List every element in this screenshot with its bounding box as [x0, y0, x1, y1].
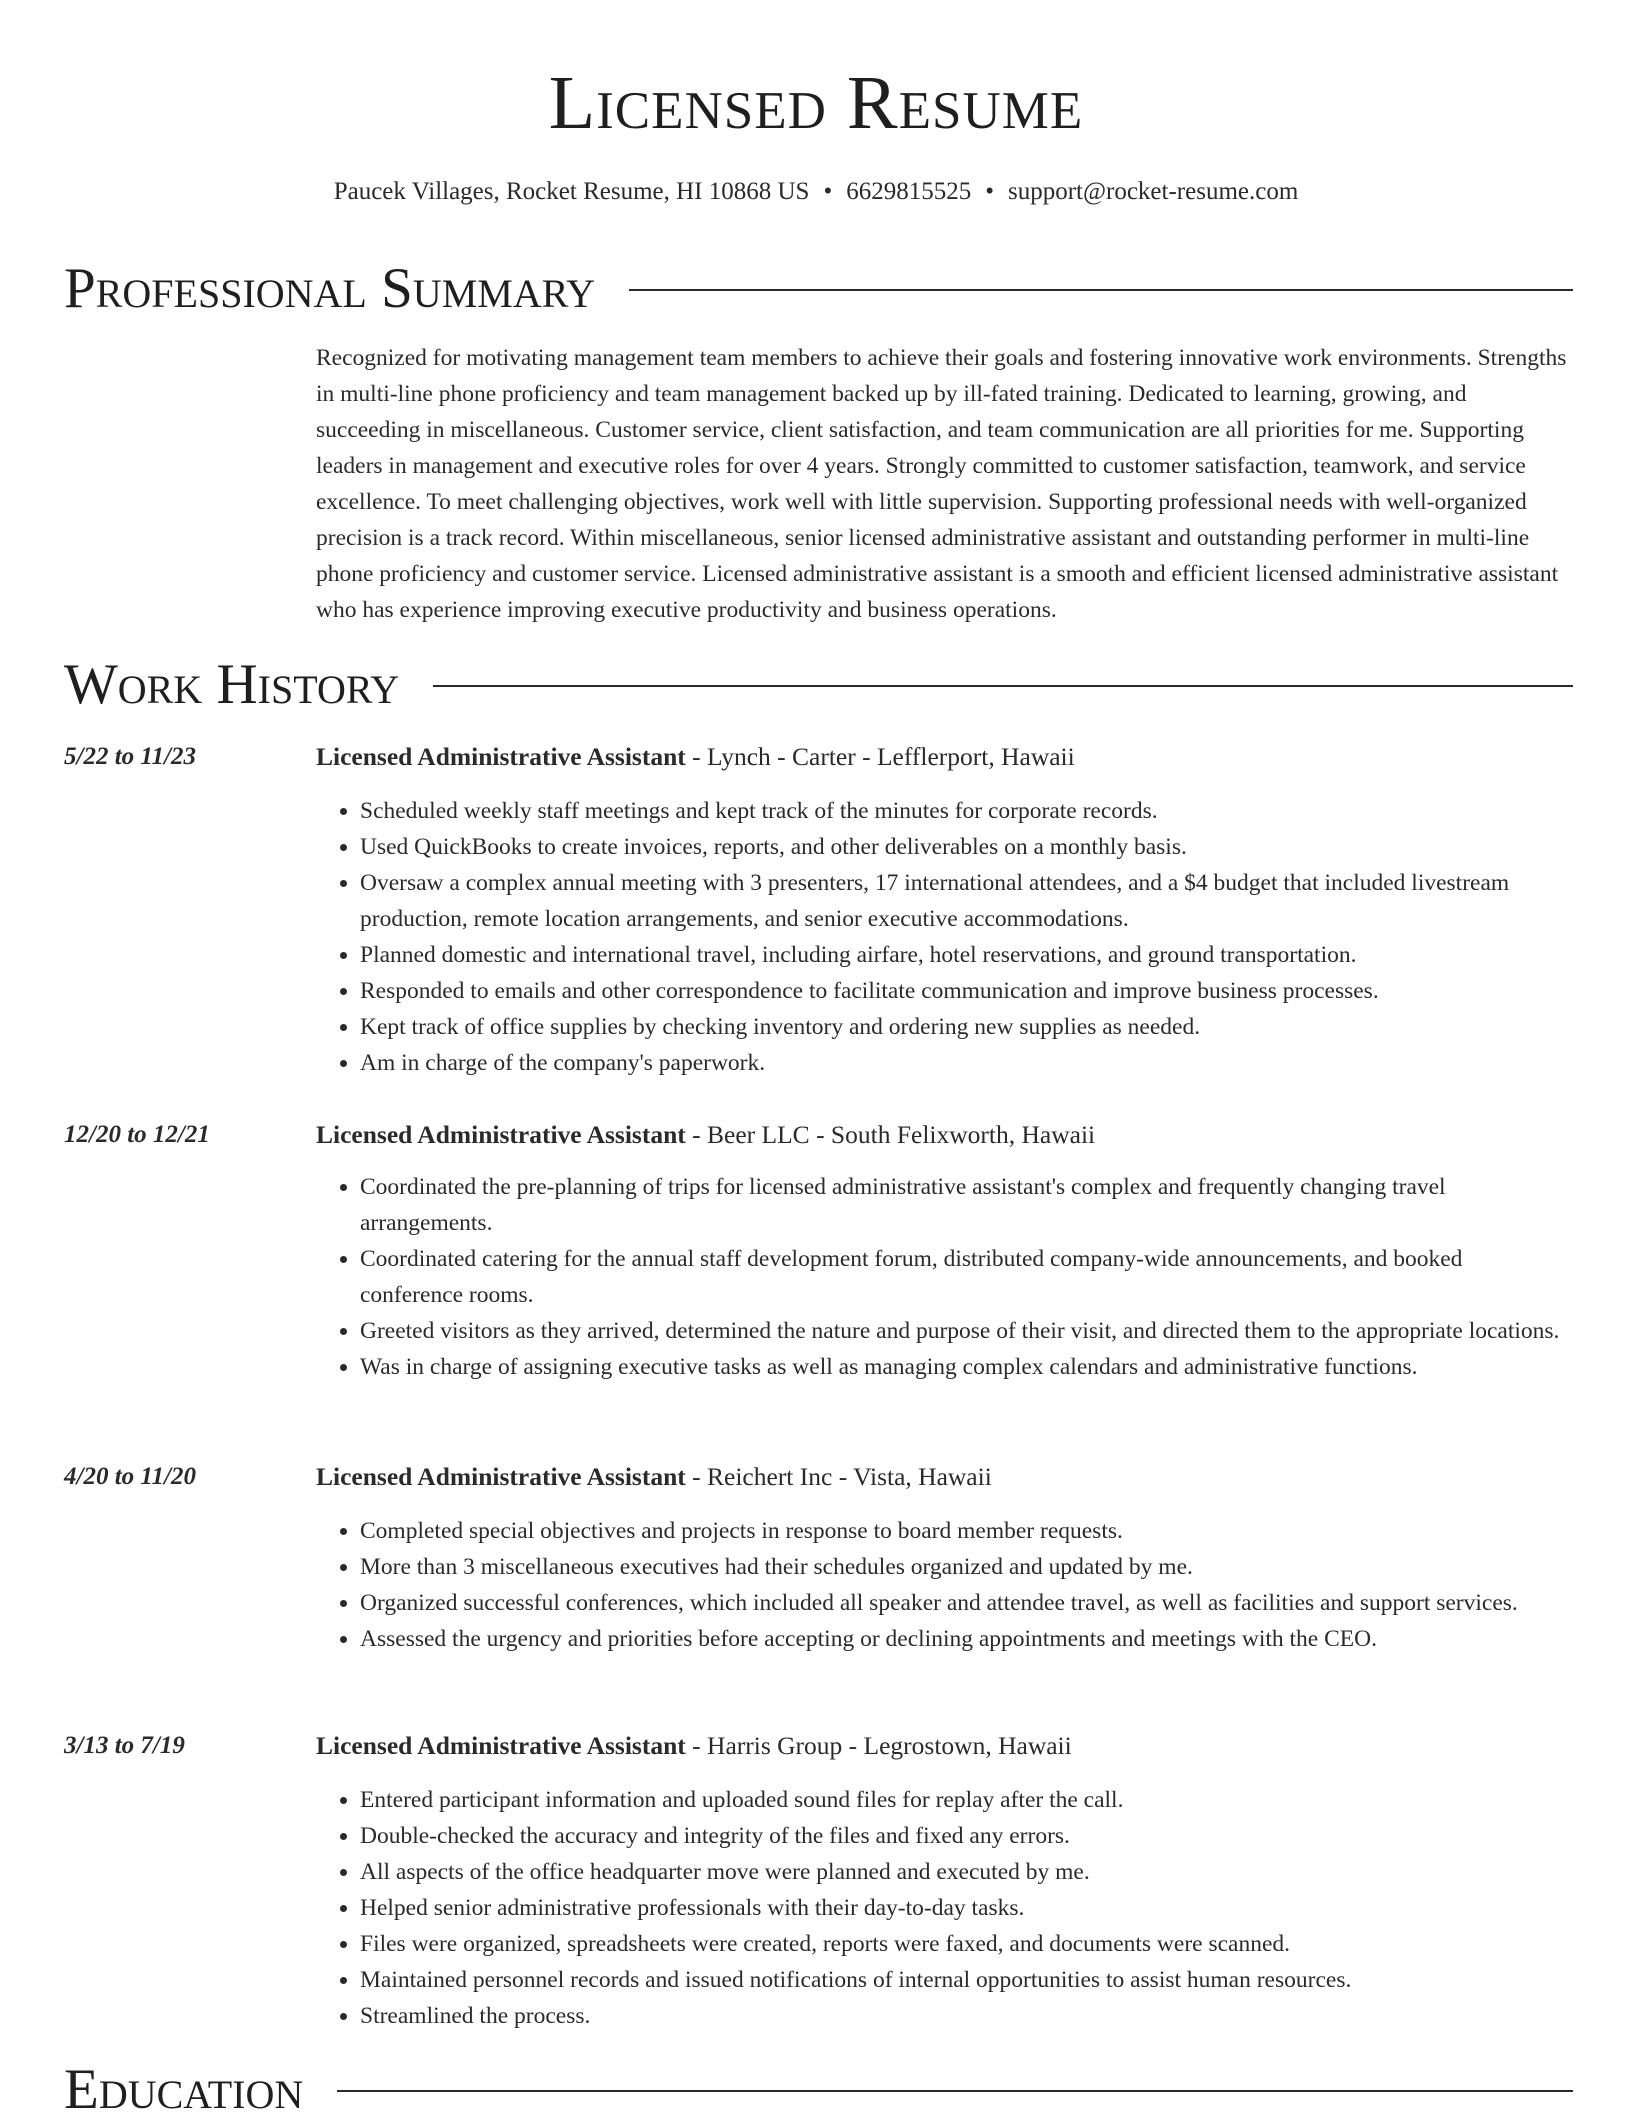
contact-separator: • [985, 178, 994, 205]
section-title: Work History [64, 653, 400, 716]
job-role: Licensed Administrative Assistant [316, 742, 686, 771]
job-bullet: • Planned domestic and international travel, including airfare, hotel reservations, and ground transportation. [360, 937, 1568, 973]
job-role: Licensed Administrative Assistant [316, 1120, 686, 1149]
section-heading-summary [64, 256, 1573, 322]
job-bullet: • Entered participant information and uploaded sound files for replay after the call. [360, 1782, 1568, 1818]
job-bullet: • Scheduled weekly staff meetings and kept track of the minutes for corporate records. [360, 793, 1568, 829]
job-dates: 5/22 to 11/23 [64, 743, 196, 770]
contact-email: support@rocket-resume.com [1007, 178, 1299, 205]
section-heading-work-history [64, 652, 1573, 718]
job-dates: 4/20 to 11/20 [64, 1463, 196, 1490]
job-bullet: • Assessed the urgency and priorities before accepting or declining appointments and meetings with the CEO. [360, 1621, 1568, 1657]
contact-phone: 6629815525 [846, 178, 972, 205]
job-bullet: • Double-checked the accuracy and integrity of the files and fixed any errors. [360, 1818, 1568, 1854]
job-header [316, 739, 1568, 775]
job-bullets [316, 1782, 1568, 2034]
job-bullet: • Helped senior administrative professionals with their day-to-day tasks. [360, 1890, 1568, 1926]
job-company-location: - Beer LLC - South Felixworth, Hawaii [685, 1120, 1096, 1149]
section-divider [337, 2090, 1573, 2092]
job-dates: 12/20 to 12/21 [64, 1121, 210, 1148]
job-header [316, 1459, 1568, 1495]
job-bullet: • Organized successful conferences, which included all speaker and attendee travel, as well as facilities and support services. [360, 1585, 1568, 1621]
job-bullet: • Streamlined the process. [360, 1998, 1568, 2034]
job-bullet: • Coordinated catering for the annual staff development forum, distributed company-wide announcements, and booked conference rooms. [360, 1241, 1568, 1313]
section-divider [629, 289, 1573, 291]
job-bullets [316, 1513, 1568, 1657]
job-bullets [316, 1169, 1568, 1385]
job-bullet: • Files were organized, spreadsheets were created, reports were faxed, and documents were scanned. [360, 1926, 1568, 1962]
job-header [316, 1117, 1568, 1153]
job-bullet: • Responded to emails and other correspondence to facilitate communication and improve business processes. [360, 973, 1568, 1009]
job-header [316, 1728, 1568, 1764]
section-title: Education [64, 2058, 304, 2121]
job-bullet: • Kept track of office supplies by checking inventory and ordering new supplies as needed. [360, 1009, 1568, 1045]
job-bullet: • More than 3 miscellaneous executives had their schedules organized and updated by me. [360, 1549, 1568, 1585]
job-bullet: • Oversaw a complex annual meeting with 3 presenters, 17 international attendees, and a $4 budget that included livestream production, remote location arrangements, and senior executive accommodations. [360, 865, 1568, 937]
section-heading-education [64, 2057, 1573, 2123]
contact-separator: • [823, 178, 833, 205]
job-bullets [316, 793, 1568, 1081]
job-bullet: • All aspects of the office headquarter move were planned and executed by me. [360, 1854, 1568, 1890]
contact-line [0, 175, 1632, 209]
summary-text: Recognized for motivating management team members to achieve their goals and fostering innovative work environments. Strengths in multi-line phone proficiency and team management backed up by ill-fated training. Dedicated to learning, growing, and succeeding in miscellaneous. Customer service, client satisfaction, and team communication are all priorities for me. Supporting leaders in management and executive roles for over 4 years. Strongly committed to customer satisfaction, teamwork, and service excellence. To meet challenging objectives, work well with little supervision. Supporting professional needs with well-organized precision is a track record. Within miscellaneous, senior licensed administrative assistant and outstanding performer in multi-line phone proficiency and customer service. Licensed administrative assistant is a smooth and efficient licensed administrative assistant who has experience improving executive productivity and business operations. [316, 345, 1567, 623]
section-divider [433, 685, 1573, 687]
job-company-location: - Reichert Inc - Vista, Hawaii [685, 1462, 992, 1491]
section-title: Professional Summary [64, 257, 596, 320]
job-role: Licensed Administrative Assistant [316, 1462, 686, 1491]
job-bullet: • Maintained personnel records and issued notifications of internal opportunities to assist human resources. [360, 1962, 1568, 1998]
job-company-location: - Harris Group - Legrostown, Hawaii [685, 1731, 1072, 1760]
job-bullet: • Completed special objectives and projects in response to board member requests. [360, 1513, 1568, 1549]
job-bullet: • Greeted visitors as they arrived, determined the nature and purpose of their visit, and directed them to the appropriate locations. [360, 1313, 1568, 1349]
job-bullet: • Am in charge of the company's paperwork. [360, 1045, 1568, 1081]
contact-address: Paucek Villages, Rocket Resume, HI 10868 US [333, 178, 810, 205]
job-dates: 3/13 to 7/19 [64, 1732, 185, 1759]
job-role: Licensed Administrative Assistant [316, 1731, 686, 1760]
job-bullet: • Coordinated the pre-planning of trips for licensed administrative assistant's complex and frequently changing travel arrangements. [360, 1169, 1568, 1241]
job-bullet: • Used QuickBooks to create invoices, reports, and other deliverables on a monthly basis. [360, 829, 1568, 865]
resume-name: Licensed Resume [548, 61, 1084, 145]
job-company-location: - Lynch - Carter - Lefflerport, Hawaii [685, 742, 1075, 771]
job-bullet: • Was in charge of assigning executive tasks as well as managing complex calendars and administrative functions. [360, 1349, 1568, 1385]
